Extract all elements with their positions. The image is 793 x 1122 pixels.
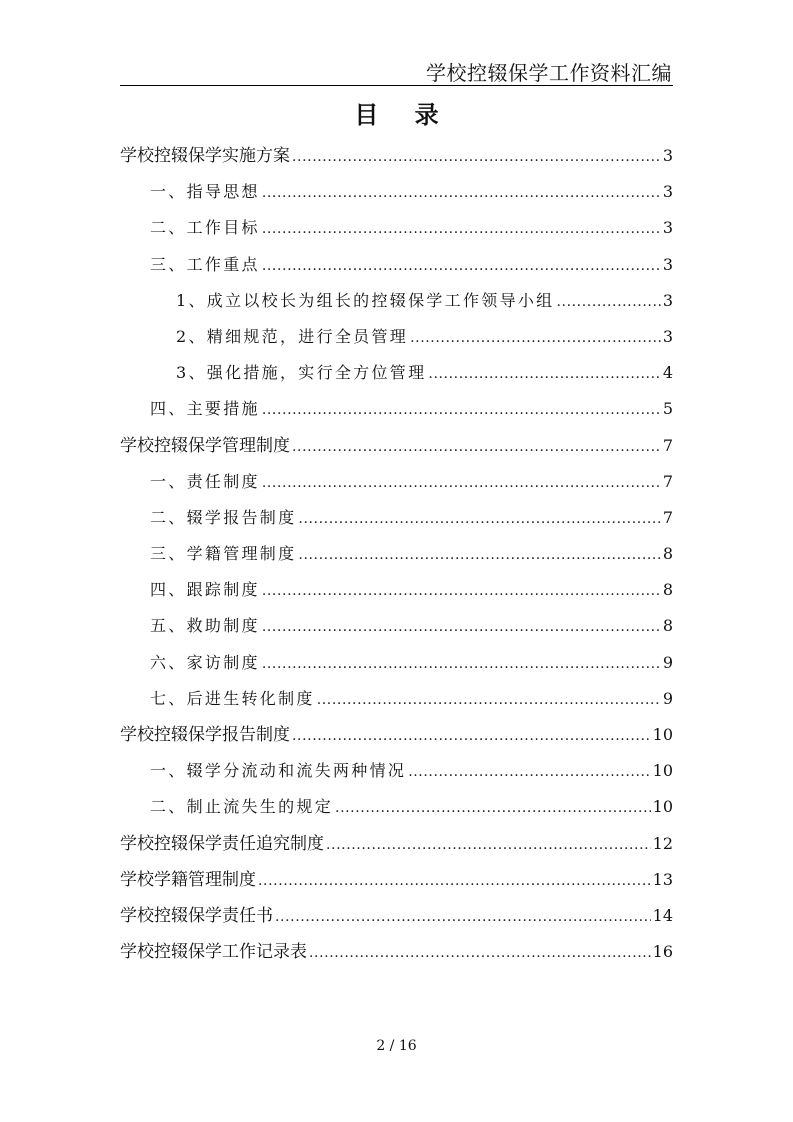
toc-dot-leader — [326, 827, 651, 863]
toc-entry[interactable] — [120, 645, 673, 681]
toc-entry-text: 四、主要措施 — [150, 399, 260, 419]
toc-dot-leader — [292, 139, 661, 175]
toc-entry-text: 1、成立以校长为组长的控辍保学工作领导小组 — [176, 290, 555, 310]
toc-entry-text: 二、辍学报告制度 — [150, 507, 297, 527]
toc-entry-page: 9 — [662, 652, 673, 672]
toc-dot-leader — [335, 790, 651, 826]
toc-dot-leader — [262, 609, 661, 645]
toc-entry-page: 7 — [662, 471, 673, 491]
toc-entry-text: 学校学籍管理制度 — [120, 869, 256, 890]
toc-entry[interactable] — [120, 717, 673, 753]
toc-entry[interactable] — [120, 464, 673, 500]
toc-dot-leader — [556, 284, 660, 320]
toc-entry-text: 2、精细规范，进行全员管理 — [176, 326, 409, 346]
toc-entry[interactable] — [120, 247, 673, 283]
toc-entry-page: 8 — [662, 544, 673, 564]
toc-entry-page: 10 — [652, 725, 673, 744]
toc-entry[interactable] — [120, 898, 673, 934]
toc-entry-text: 学校控辍保学工作记录表 — [120, 942, 307, 963]
toc-entry[interactable] — [120, 283, 673, 319]
toc-entry-page: 9 — [662, 688, 673, 708]
toc-entry-page: 3 — [662, 326, 673, 346]
toc-entry-page: 10 — [652, 797, 673, 817]
toc-entry-page: 10 — [652, 761, 673, 781]
toc-entry[interactable] — [120, 536, 673, 572]
document-title: 学校控辍保学工作资料汇编 — [426, 61, 672, 85]
toc-entry-text: 学校控辍保学实施方案 — [120, 146, 290, 166]
toc-entry[interactable] — [120, 789, 673, 825]
toc-entry-text: 学校控辍保学报告制度 — [120, 725, 290, 745]
toc-entry[interactable] — [120, 428, 673, 464]
toc-entry-text: 五、救助制度 — [150, 616, 260, 636]
toc-entry[interactable] — [120, 826, 673, 862]
toc-entry[interactable] — [120, 681, 673, 717]
toc-entry-page: 8 — [662, 616, 673, 636]
toc-entry[interactable] — [120, 355, 673, 391]
toc-dot-leader — [317, 682, 661, 718]
toc-entry-text: 学校控辍保学责任追究制度 — [120, 833, 324, 854]
toc-entry-page: 16 — [652, 942, 673, 962]
toc-dot-leader — [262, 573, 661, 609]
toc-entry-page: 3 — [662, 254, 673, 274]
toc-entry-text: 学校控辍保学责任书 — [120, 905, 273, 926]
toc-dot-leader — [408, 754, 650, 790]
toc-dot-leader — [275, 899, 651, 935]
toc-entry-page: 13 — [652, 869, 673, 889]
toc-entry-page: 4 — [662, 363, 673, 383]
toc-entry-text: 二、工作目标 — [150, 218, 260, 238]
toc-dot-leader — [262, 211, 661, 247]
toc-dot-leader — [258, 863, 651, 899]
toc-entry-page: 7 — [662, 507, 673, 527]
toc-entry-text: 三、工作重点 — [150, 254, 260, 274]
toc-entry[interactable] — [120, 391, 673, 427]
header-divider — [120, 85, 673, 86]
toc-entry-page: 8 — [662, 580, 673, 600]
toc-dot-leader — [309, 935, 651, 971]
toc-entry-text: 一、辍学分流动和流失两种情况 — [150, 761, 407, 781]
toc-dot-leader — [292, 718, 651, 754]
toc-entry-page: 14 — [652, 905, 673, 925]
page-number: 2 / 16 — [376, 1038, 417, 1054]
toc-entry-text: 一、指导思想 — [150, 182, 260, 202]
toc-entry-page: 7 — [662, 435, 673, 455]
toc-entry-text: 三、学籍管理制度 — [150, 544, 297, 564]
toc-entry-text: 七、后进生转化制度 — [150, 688, 315, 708]
toc-dot-leader — [262, 175, 661, 211]
toc-entry-page: 3 — [662, 218, 673, 238]
toc-entry-text: 六、家访制度 — [150, 652, 260, 672]
toc-entry-text: 学校控辍保学管理制度 — [120, 435, 290, 456]
toc-entry-text: 二、制止流失生的规定 — [150, 797, 334, 817]
toc-dot-leader — [262, 392, 661, 428]
toc-entry[interactable] — [120, 319, 673, 355]
toc-entry[interactable] — [120, 174, 673, 210]
toc-entry-page: 3 — [662, 182, 673, 202]
toc-entry-page: 12 — [652, 833, 673, 853]
toc-entry-text: 一、责任制度 — [150, 471, 260, 491]
toc-dot-leader — [298, 537, 660, 573]
toc-entry[interactable] — [120, 862, 673, 898]
toc-entry-text: 3、强化措施，实行全方位管理 — [176, 363, 427, 383]
toc-dot-leader — [298, 501, 660, 537]
toc-title: 目 录 — [354, 100, 453, 129]
toc-entry-page: 3 — [662, 290, 673, 310]
toc-entry[interactable] — [120, 138, 673, 174]
toc-entry-page: 5 — [662, 399, 673, 419]
toc-entry[interactable] — [120, 572, 673, 608]
toc-entry[interactable] — [120, 934, 673, 970]
toc-dot-leader — [262, 248, 661, 284]
toc-dot-leader — [292, 429, 661, 465]
toc-dot-leader — [262, 465, 661, 501]
toc-dot-leader — [262, 646, 661, 682]
toc-entry[interactable] — [120, 500, 673, 536]
toc-entry-page: 3 — [662, 146, 673, 165]
toc-entry[interactable] — [120, 608, 673, 644]
toc-entry[interactable] — [120, 753, 673, 789]
toc-entry-text: 四、跟踪制度 — [150, 580, 260, 600]
toc-entry[interactable] — [120, 210, 673, 246]
toc-dot-leader — [410, 320, 661, 356]
toc-list — [120, 138, 673, 970]
toc-dot-leader — [428, 356, 660, 392]
